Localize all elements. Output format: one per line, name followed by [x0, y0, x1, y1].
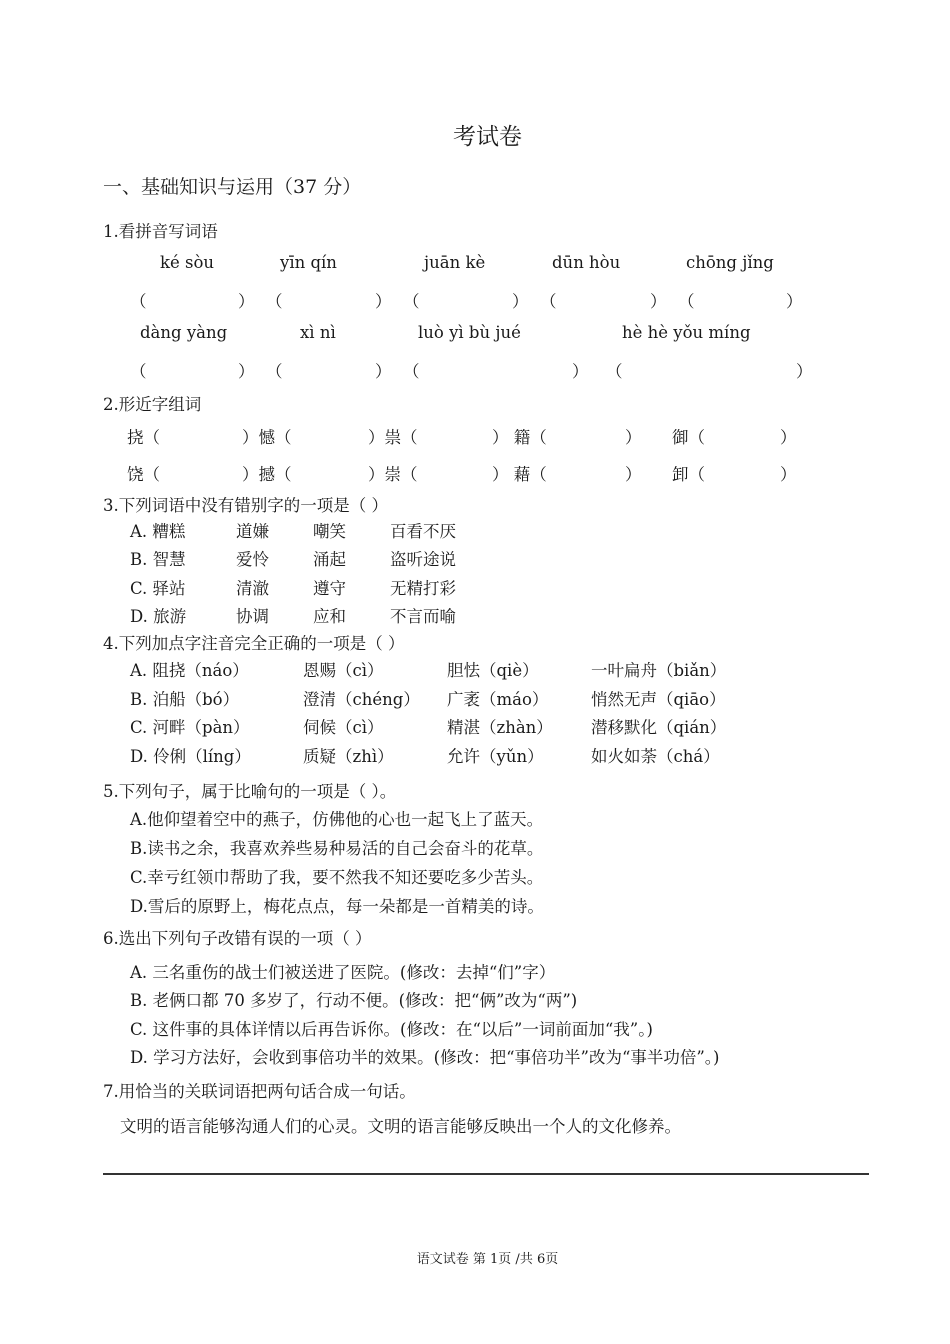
option-text: 精湛（zhàn） — [447, 718, 553, 737]
option-text: 潜移默化（qián） — [591, 718, 727, 737]
option-text: D.雪后的原野上，梅花点点，每一朵都是一首精美的诗。 — [130, 897, 544, 916]
question-1-stem: 1.看拼音写词语 — [103, 222, 218, 241]
pinyin-2: yīn qín — [280, 253, 337, 272]
option-text: 澄清（chéng） — [303, 690, 420, 709]
option-text: 不言而喻 — [390, 607, 456, 626]
option-text: B. 泊船（bó） — [130, 690, 240, 709]
answer-bracket-close: ） — [512, 292, 529, 311]
pinyin-5: chōng jǐng — [686, 253, 774, 272]
option-text: 应和 — [313, 607, 346, 626]
option-text: 一叶扁舟（biǎn） — [591, 661, 727, 680]
question-2-stem: 2.形近字组词 — [103, 395, 202, 414]
pinyin-3: juān kè — [424, 253, 486, 272]
option-text: D. 学习方法好，会收到事倍功半的效果。(修改：把“事倍功半”改为“事半功倍”。) — [130, 1048, 720, 1067]
question-5-stem: 5.下列句子，属于比喻句的一项是（ ）。 — [103, 782, 397, 801]
option-text: 盗听途说 — [390, 550, 456, 569]
option-text: B. 老俩口都 70 多岁了，行动不便。(修改：把“俩”改为“两”) — [130, 991, 578, 1010]
option-text: 涌起 — [313, 550, 346, 569]
char-item: ）崇（ — [368, 465, 418, 484]
option-text: 无精打彩 — [390, 579, 456, 598]
pinyin-6: dàng yàng — [140, 323, 228, 342]
option-text: 广袤（máo） — [447, 690, 549, 709]
char-item: 御（ — [672, 428, 705, 447]
option-text: 道嫌 — [236, 522, 269, 541]
option-text: C. 河畔（pàn） — [130, 718, 250, 737]
option-text: 清澈 — [236, 579, 269, 598]
option-text: 爱怜 — [236, 550, 269, 569]
question-7-stem: 7.用恰当的关联词语把两句话合成一句话。 — [103, 1082, 416, 1101]
option-text: C. 驿站 — [130, 579, 186, 598]
answer-bracket-close: ） — [238, 362, 255, 381]
page-title: 考试卷 — [453, 124, 522, 150]
question-7-text: 文明的语言能够沟通人们的心灵。文明的语言能够反映出一个人的文化修养。 — [120, 1117, 681, 1136]
answer-bracket-close: ） — [375, 292, 392, 311]
pinyin-9: hè hè yǒu míng — [622, 323, 751, 342]
char-item: ） — [780, 465, 797, 484]
divider-line — [103, 1173, 869, 1175]
answer-bracket-open: （ — [403, 362, 420, 381]
answer-bracket-open: （ — [130, 292, 147, 311]
option-text: A. 糟糕 — [130, 522, 186, 541]
option-text: D. 旅游 — [130, 607, 187, 626]
char-item: ） 藉（ — [492, 465, 547, 484]
answer-bracket-open: （ — [130, 362, 147, 381]
char-item: ）憾（ — [242, 428, 292, 447]
char-item: ）撼（ — [242, 465, 292, 484]
question-6-stem: 6.选出下列句子改错有误的一项（ ） — [103, 929, 372, 948]
answer-bracket-open: （ — [540, 292, 557, 311]
option-text: 如火如荼（chá） — [591, 747, 720, 766]
char-item: ） — [780, 428, 797, 447]
answer-bracket-close: ） — [796, 362, 813, 381]
answer-bracket-open: （ — [266, 292, 283, 311]
answer-bracket-close: ） — [375, 362, 392, 381]
pinyin-1: ké sòu — [160, 253, 215, 272]
option-text: 悄然无声（qiāo） — [591, 690, 726, 709]
option-text: 恩赐（cì） — [303, 661, 384, 680]
option-text: 嘲笑 — [313, 522, 346, 541]
char-item: 饶（ — [127, 465, 160, 484]
pinyin-7: xì nì — [300, 323, 336, 342]
option-text: 百看不厌 — [390, 522, 456, 541]
option-text: 胆怯（qiè） — [447, 661, 539, 680]
answer-bracket-open: （ — [403, 292, 420, 311]
option-text: C. 这件事的具体详情以后再告诉你。(修改：在“以后”一词前面加“我”。) — [130, 1020, 653, 1039]
pinyin-8: luò yì bù jué — [418, 323, 521, 342]
pinyin-4: dūn hòu — [552, 253, 621, 272]
option-text: A. 阻挠（náo） — [130, 661, 249, 680]
option-text: 遵守 — [313, 579, 346, 598]
option-text: 质疑（zhì） — [303, 747, 394, 766]
option-text: A.他仰望着空中的燕子，仿佛他的心也一起飞上了蓝天。 — [130, 810, 544, 829]
option-text: B. 智慧 — [130, 550, 186, 569]
char-item: 卸（ — [672, 465, 705, 484]
option-text: 允许（yǔn） — [447, 747, 544, 766]
answer-bracket-close: ） — [650, 292, 667, 311]
option-text: C.幸亏红领巾帮助了我，要不然我不知还要吃多少苦头。 — [130, 868, 544, 887]
option-text: 协调 — [236, 607, 269, 626]
char-item: ） — [625, 465, 642, 484]
answer-bracket-open: （ — [678, 292, 695, 311]
option-text: 伺候（cì） — [303, 718, 384, 737]
section-heading: 一、基础知识与运用（37 分） — [103, 176, 362, 198]
answer-bracket-close: ） — [238, 292, 255, 311]
question-3-stem: 3.下列词语中没有错别字的一项是（ ） — [103, 496, 388, 515]
option-text: B.读书之余，我喜欢养些易种易活的自己会奋斗的花草。 — [130, 839, 544, 858]
answer-bracket-close: ） — [786, 292, 803, 311]
answer-bracket-close: ） — [572, 362, 589, 381]
page-footer: 语文试卷 第 1页 /共 6页 — [416, 1252, 559, 1267]
option-text: A. 三名重伤的战士们被送进了医院。(修改：去掉“们”字） — [130, 963, 556, 982]
question-4-stem: 4.下列加点字注音完全正确的一项是（ ） — [103, 634, 405, 653]
char-item: ） — [625, 428, 642, 447]
option-text: D. 伶俐（líng） — [130, 747, 251, 766]
char-item: 挠（ — [127, 428, 160, 447]
char-item: ）祟（ — [368, 428, 418, 447]
char-item: ） 籍（ — [492, 428, 547, 447]
answer-bracket-open: （ — [606, 362, 623, 381]
answer-bracket-open: （ — [266, 362, 283, 381]
